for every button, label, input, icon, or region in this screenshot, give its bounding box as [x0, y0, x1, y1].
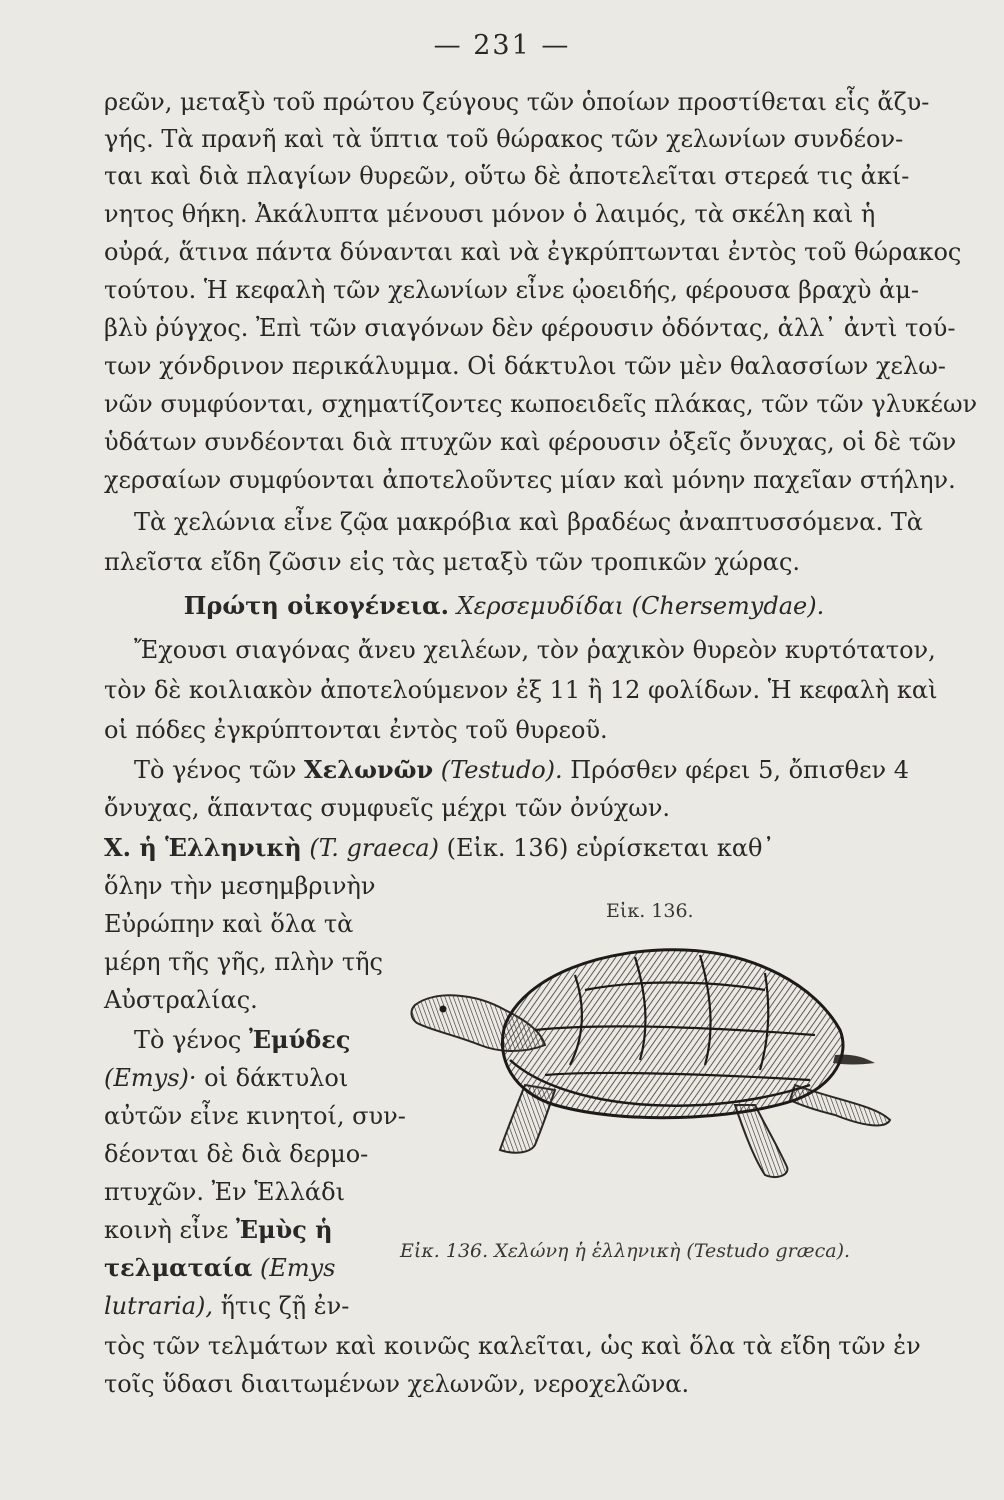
text-line: νῶν συμφύονται, σχηματίζοντες κωποειδεῖς πλάκας, τῶν τῶν γλυκέων — [104, 390, 978, 418]
text-line: Τὰ χελώνια εἶνε ζῷα μακρόβια καὶ βραδέως ἀναπτυσσόμενα. Τὰ — [134, 508, 923, 536]
genus-name-bold: Ἐμύδες — [248, 1025, 351, 1054]
text-line: Ἔχουσι σιαγόνας ἄνευ χειλέων, τὸν ῥαχικὸν θυρεὸν κυρτότατον, — [134, 636, 936, 664]
text-line: ται καὶ διὰ πλαγίων θυρεῶν, οὕτω δὲ ἀποτελεῖται στερεά τις ἀκί- — [104, 162, 910, 190]
text-line: οὐρά, ἅτινα πάντα δύνανται καὶ νὰ ἐγκρύπτωνται ἐντὸς τοῦ θώρακος — [104, 238, 962, 266]
telma-line — [104, 1250, 374, 1286]
genus-name-bold: Χελωνῶν — [304, 755, 434, 784]
graeca-line — [104, 830, 904, 866]
text-span: κοινὴ εἶνε — [104, 1216, 236, 1244]
figure-label: Εἰκ. 136. — [606, 900, 694, 922]
text-line: ρεῶν, μεταξὺ τοῦ πρώτου ζεύγους τῶν ὁποίων προστίθεται εἷς ἄζυ- — [104, 88, 930, 116]
text-line: πτυχῶν. Ἐν Ἑλλάδι — [104, 1178, 345, 1206]
text-line: τὸν δὲ κοιλιακὸν ἀποτελούμενον ἐξ 11 ἢ 12 φολίδων. Ἡ κεφαλὴ καὶ — [104, 676, 938, 704]
text-line: Εὐρώπην καὶ ὅλα τὰ — [104, 910, 354, 938]
text-line: αὐτῶν εἶνε κινητοί, συν- — [104, 1102, 406, 1130]
text-line: οἱ πόδες ἐγκρύπτονται ἐντὸς τοῦ θυρεοῦ. — [104, 716, 608, 744]
species-name-bold: Χ. ἡ Ἑλληνικὴ — [104, 833, 302, 862]
text-line: χερσαίων συμφύονται ἀποτελοῦντες μίαν καὶ μόνην παχεῖαν στήλην. — [104, 466, 956, 494]
text-line: νητος θήκη. Ἀκάλυπτα μένουσι μόνον ὁ λαιμός, τὰ σκέλη καὶ ἡ — [104, 200, 876, 228]
emys-line — [134, 1022, 404, 1058]
text-line: δέονται δὲ διὰ δερμο- — [104, 1140, 369, 1168]
genus-name-latin: (Emys)· — [104, 1064, 197, 1092]
text-line: ὑδάτων συνδέονται διὰ πτυχῶν καὶ φέρουσιν ὀξεῖς ὄνυχας, οἱ δὲ τῶν — [104, 428, 957, 456]
text-line: Αὐστραλίας. — [104, 986, 258, 1014]
text-span: (Εἰκ. 136) εὑρίσκεται καθ᾽ — [438, 834, 775, 862]
text-line: τὸς τῶν τελμάτων καὶ κοινῶς καλεῖται, ὡς καὶ ὅλα τὰ εἴδη τῶν ἐν — [104, 1332, 921, 1360]
family-heading-bold: Πρώτη οἰκογένεια. — [183, 591, 449, 620]
family-heading — [104, 588, 904, 624]
text-line: ὅλην τὴν μεσημβρινὴν — [104, 872, 376, 900]
text-line: τοῖς ὕδασι διαιτωμένων χελωνῶν, νεροχελῶνα. — [104, 1370, 690, 1398]
species-name-latin: (Emys — [252, 1254, 336, 1282]
emys-line-2 — [104, 1060, 374, 1096]
genus-name-latin: (Testudo). — [433, 756, 563, 784]
text-line: πλεῖστα εἴδη ζῶσιν εἰς τὰς μεταξὺ τῶν τροπικῶν χώρας. — [104, 548, 801, 576]
family-heading-italic: Χερσεμυδίδαι (Chersemydae). — [456, 592, 825, 620]
testudo-line — [134, 752, 934, 788]
text-span: Τὸ γένος — [134, 1026, 249, 1054]
species-name-bold: Ἐμὺς ἡ — [235, 1215, 333, 1244]
species-name-latin: (T. graeca) — [301, 834, 439, 862]
text-line: μέρη τῆς γῆς, πλὴν τῆς — [104, 948, 383, 976]
tortoise-illustration — [405, 935, 905, 1235]
page-number: — 231 — — [433, 30, 571, 61]
text-line: ὄνυχας, ἅπαντας συμφυεῖς μέχρι τῶν ὀνύχων. — [104, 794, 671, 822]
text-span: Πρόσθεν φέρει 5, ὄπισθεν 4 — [562, 756, 909, 784]
species-name-latin: lutraria), — [104, 1292, 214, 1320]
text-line: των χόνδρινον περικάλυμμα. Οἱ δάκτυλοι τῶν μὲν θαλασσίων χελω- — [104, 352, 946, 380]
text-span: οἱ δάκτυλοι — [196, 1064, 349, 1092]
species-name-bold: τελματαία — [104, 1253, 253, 1282]
koine-line — [104, 1212, 374, 1248]
text-line: τούτου. Ἡ κεφαλὴ τῶν χελωνίων εἶνε ᾠοειδής, φέρουσα βραχὺ ἀμ- — [104, 276, 919, 304]
text-line: γής. Τὰ πρανῆ καὶ τὰ ὕπτια τοῦ θώρακος τῶν χελωνίων συνδέον- — [104, 125, 904, 153]
figure-caption: Εἰκ. 136. Χελώνη ἡ ἑλληνικὴ (Testudo græca). — [400, 1240, 851, 1262]
text-span: Τὸ γένος τῶν — [134, 756, 305, 784]
lutraria-line — [104, 1288, 374, 1324]
text-line: βλὺ ῥύγχος. Ἐπὶ τῶν σιαγόνων δὲν φέρουσιν ὀδόντας, ἀλλ᾽ ἀντὶ τού- — [104, 314, 956, 342]
text-span: ἥτις ζῇ ἐν- — [213, 1292, 350, 1320]
